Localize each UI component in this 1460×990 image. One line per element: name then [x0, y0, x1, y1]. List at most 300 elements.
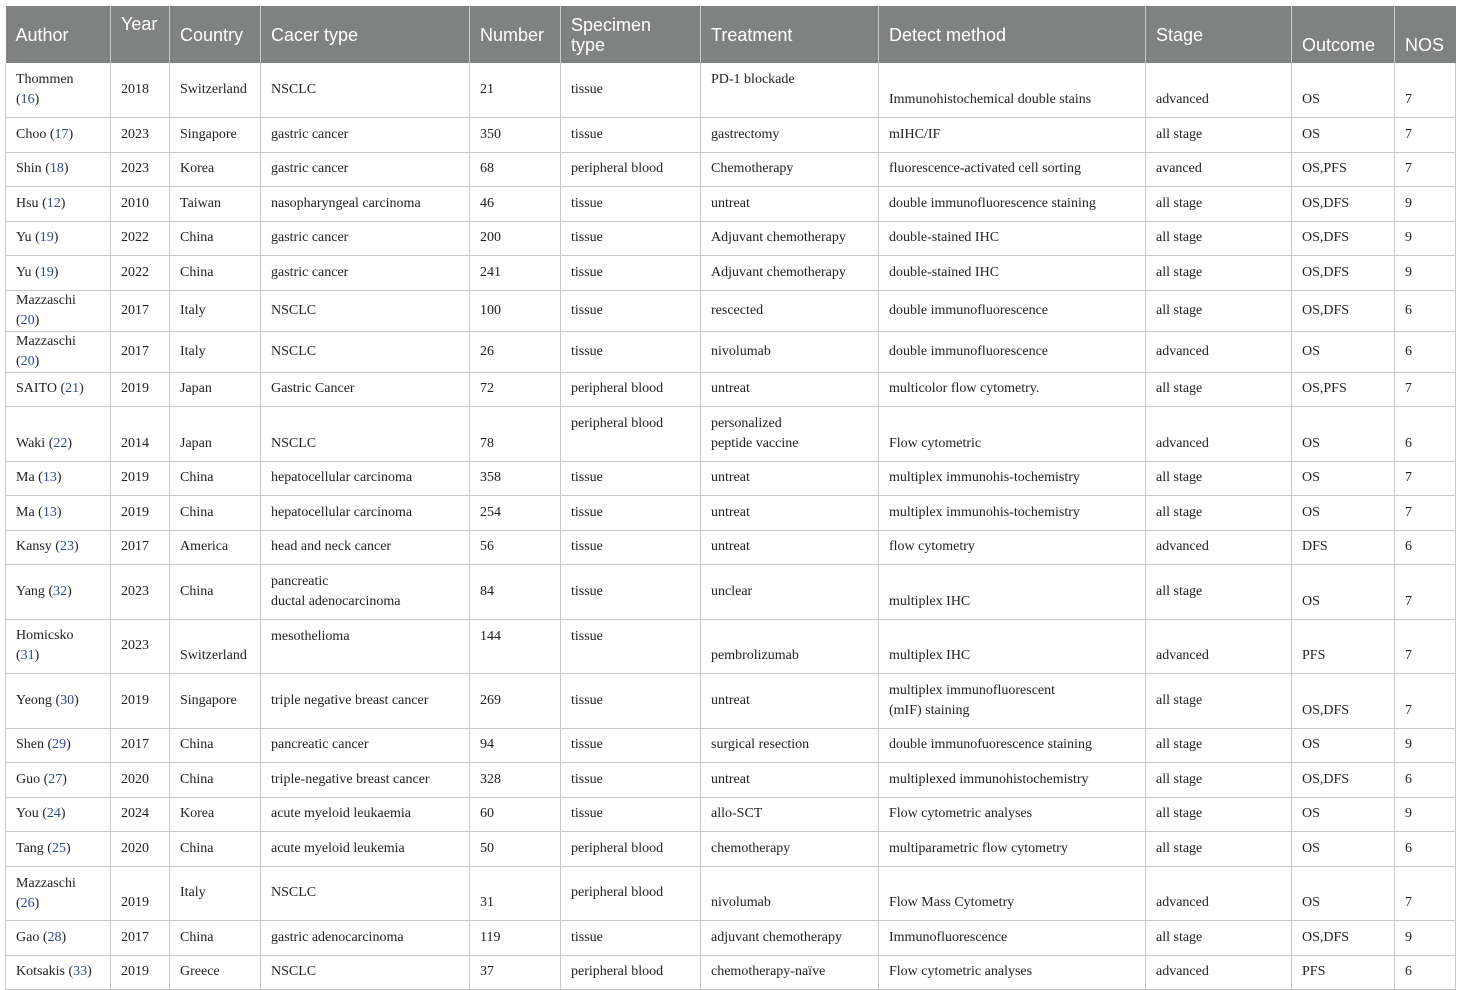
cell-number	[470, 728, 561, 763]
stage-value: all stage	[1156, 264, 1203, 280]
cell-cancer-type	[261, 256, 470, 291]
specimen-type-value: tissue	[571, 343, 603, 359]
year-value: 2022	[121, 230, 149, 246]
cell-nos	[1395, 331, 1456, 372]
reference-link[interactable]: 26	[20, 895, 35, 911]
number-value: 21	[480, 82, 494, 97]
author-name: Ma	[16, 504, 35, 520]
reference-link[interactable]: 28	[47, 929, 62, 945]
specimen-type-value: tissue	[571, 628, 603, 644]
outcome-value: OS,DFS	[1302, 230, 1350, 246]
author-name: Mazzaschi	[16, 292, 76, 308]
country-value: China	[180, 470, 214, 486]
specimen-type-value: peripheral blood	[571, 416, 664, 431]
cell-author: Tang (25)	[6, 832, 111, 867]
cell-outcome	[1292, 221, 1395, 256]
cell-country	[170, 797, 261, 832]
reference-link[interactable]: 19	[39, 230, 54, 246]
cell-nos	[1395, 921, 1456, 956]
author-name: Ma	[16, 470, 35, 486]
detect-method-value: Flow Mass Cytometry	[889, 895, 1015, 910]
cell-detect-method	[879, 496, 1146, 531]
treatment-value: Chemotherapy	[711, 161, 794, 177]
treatment-value: untreat	[711, 504, 750, 520]
author-name: Yu	[16, 230, 32, 246]
cell-detect-method	[879, 407, 1146, 462]
col-header-nos: NOS	[1395, 6, 1456, 63]
specimen-type-value: peripheral blood	[571, 964, 664, 980]
detect-method-value: double immunofuorescence staining	[889, 737, 1092, 753]
reference-link[interactable]: 22	[53, 435, 68, 451]
detect-method-value: Immunohistochemical double stains	[889, 92, 1092, 107]
cell-detect-method	[879, 331, 1146, 372]
specimen-type-value: peripheral blood	[571, 840, 664, 856]
nos-value: 6	[1405, 964, 1412, 980]
country-value: China	[180, 840, 214, 856]
cell-author: Ma (13)	[6, 496, 111, 531]
specimen-type-value: tissue	[571, 504, 603, 520]
cell-treatment	[701, 530, 879, 565]
cell-year	[111, 187, 170, 222]
cell-cancer-type	[261, 728, 470, 763]
reference-link[interactable]: 32	[53, 583, 68, 599]
detect-method-value: multiplexed immunohistochemistry	[889, 771, 1089, 787]
col-header-author: Author	[6, 6, 111, 63]
treatment-value: untreat	[711, 771, 750, 787]
stage-value: all stage	[1156, 302, 1203, 318]
outcome-value: OS	[1302, 435, 1320, 451]
nos-value: 7	[1405, 504, 1412, 520]
reference-link[interactable]: 30	[60, 692, 75, 708]
cell-stage	[1146, 152, 1292, 187]
cancer-type-value: hepatocellular carcinoma	[271, 470, 413, 486]
cell-number	[470, 461, 561, 496]
cell-nos	[1395, 619, 1456, 674]
year-value: 2014	[121, 435, 149, 451]
cancer-type-value: acute myeloid leukaemia	[271, 806, 411, 822]
cell-nos	[1395, 674, 1456, 729]
year-value: 2017	[121, 343, 149, 359]
cell-outcome	[1292, 118, 1395, 153]
year-value: 2019	[121, 470, 149, 486]
stage-value: avanced	[1156, 161, 1202, 177]
treatment-value: untreat	[711, 692, 750, 708]
country-value: China	[180, 583, 214, 599]
cell-detect-method	[879, 832, 1146, 867]
cell-author: You (24)	[6, 797, 111, 832]
cell-number	[470, 331, 561, 372]
specimen-type-value: peripheral blood	[571, 885, 664, 901]
cell-treatment	[701, 797, 879, 832]
stage-value: advanced	[1156, 343, 1209, 359]
cell-country	[170, 118, 261, 153]
cell-year	[111, 63, 170, 118]
year-value: 2010	[121, 195, 149, 211]
reference-link[interactable]: 31	[20, 648, 35, 664]
cell-detect-method	[879, 187, 1146, 222]
nos-value: 9	[1405, 195, 1412, 211]
year-value: 2019	[121, 692, 149, 708]
cell-year	[111, 496, 170, 531]
detect-method-value: double immunofluorescence	[889, 343, 1049, 359]
cell-stage	[1146, 955, 1292, 990]
author-name: Thommen	[16, 72, 74, 87]
cell-detect-method	[879, 921, 1146, 956]
reference-link[interactable]: 23	[59, 539, 74, 555]
cancer-type-value: head and neck cancer	[271, 539, 392, 555]
cell-author: Yeong (30)	[6, 674, 111, 729]
cell-treatment	[701, 152, 879, 187]
detect-method-value: multiplex immunohis-tochemistry	[889, 504, 1080, 520]
number-value: 56	[480, 539, 494, 555]
cell-cancer-type	[261, 955, 470, 990]
cell-cancer-type	[261, 461, 470, 496]
country-value: Switzerland	[180, 82, 247, 97]
reference-link[interactable]: 21	[65, 381, 80, 397]
cancer-type-value: pancreatic ductal adenocarcinoma	[271, 574, 401, 609]
cell-cancer-type	[261, 372, 470, 407]
cell-year	[111, 461, 170, 496]
outcome-value: OS	[1302, 593, 1320, 609]
number-value: 350	[480, 126, 501, 142]
cell-nos	[1395, 152, 1456, 187]
number-value: 254	[480, 504, 501, 520]
cell-stage	[1146, 187, 1292, 222]
detect-method-value: flow cytometry	[889, 539, 975, 555]
nos-value: 9	[1405, 230, 1412, 246]
cell-cancer-type	[261, 619, 470, 674]
col-header-stage: Stage	[1146, 6, 1292, 63]
cell-cancer-type	[261, 152, 470, 187]
author-name: Mazzaschi	[16, 875, 76, 891]
specimen-type-value: tissue	[571, 302, 603, 318]
cell-detect-method	[879, 256, 1146, 291]
cell-detect-method	[879, 728, 1146, 763]
nos-value: 9	[1405, 929, 1412, 945]
cell-specimen-type	[561, 256, 701, 291]
cell-detect-method	[879, 674, 1146, 729]
outcome-value: OS,DFS	[1302, 302, 1350, 318]
country-value: Singapore	[180, 692, 237, 708]
author-name: Waki	[16, 435, 46, 451]
cancer-type-value: triple negative breast cancer	[271, 692, 429, 708]
col-header-year: Year	[111, 6, 170, 63]
nos-value: 9	[1405, 806, 1412, 822]
cell-treatment	[701, 763, 879, 798]
cancer-type-value: nasopharyngeal carcinoma	[271, 195, 421, 211]
treatment-value: Adjuvant chemotherapy	[711, 264, 846, 280]
stage-value: all stage	[1156, 806, 1203, 822]
author-name: Tang	[16, 840, 44, 856]
table-row	[6, 866, 1456, 921]
detect-method-value: multiplex immunofluorescent (mIF) staining	[889, 683, 1056, 718]
cell-cancer-type	[261, 63, 470, 118]
nos-value: 9	[1405, 737, 1412, 753]
reference-link[interactable]: 24	[46, 806, 61, 822]
cell-nos	[1395, 496, 1456, 531]
cell-number	[470, 619, 561, 674]
reference-link[interactable]: 18	[49, 161, 64, 177]
col-header-outcome: Outcome	[1292, 6, 1395, 63]
outcome-value: OS	[1302, 895, 1320, 910]
cell-treatment	[701, 955, 879, 990]
cell-stage	[1146, 256, 1292, 291]
cell-country	[170, 921, 261, 956]
cell-specimen-type	[561, 832, 701, 867]
cell-cancer-type	[261, 832, 470, 867]
specimen-type-value: tissue	[571, 692, 603, 708]
reference-link[interactable]: 12	[46, 195, 61, 211]
cell-country	[170, 63, 261, 118]
cell-cancer-type	[261, 221, 470, 256]
stage-value: all stage	[1156, 692, 1203, 708]
reference-link[interactable]: 33	[73, 964, 88, 980]
cell-specimen-type	[561, 290, 701, 331]
cancer-type-value: gastric cancer	[271, 126, 349, 142]
cell-treatment	[701, 331, 879, 372]
number-value: 84	[480, 583, 494, 599]
cell-stage	[1146, 763, 1292, 798]
cell-country	[170, 461, 261, 496]
country-value: China	[180, 929, 214, 945]
reference-link[interactable]: 13	[42, 470, 57, 486]
cell-outcome	[1292, 256, 1395, 291]
treatment-value: untreat	[711, 539, 750, 555]
stage-value: all stage	[1156, 929, 1203, 945]
cell-nos	[1395, 797, 1456, 832]
table-row	[6, 461, 1456, 496]
nos-value: 6	[1405, 539, 1412, 555]
cancer-type-value: triple-negative breast cancer	[271, 771, 430, 787]
reference-link[interactable]: 27	[48, 771, 63, 787]
cell-treatment	[701, 565, 879, 620]
cell-stage	[1146, 63, 1292, 118]
detect-method-value: double immunofluorescence staining	[889, 195, 1096, 211]
detect-method-value: Flow cytometric analyses	[889, 806, 1033, 822]
cell-cancer-type	[261, 187, 470, 222]
stage-value: all stage	[1156, 230, 1203, 246]
country-value: China	[180, 230, 214, 246]
cancer-type-value: NSCLC	[271, 343, 317, 359]
reference-link[interactable]: 25	[51, 840, 66, 856]
treatment-value: chemotherapy	[711, 840, 791, 856]
cell-specimen-type	[561, 921, 701, 956]
cell-treatment	[701, 187, 879, 222]
reference-link[interactable]: 16	[20, 92, 35, 107]
cell-specimen-type	[561, 728, 701, 763]
year-value: 2023	[121, 583, 149, 599]
table-row	[6, 256, 1456, 291]
specimen-type-value: tissue	[571, 771, 603, 787]
author-name: Guo	[16, 771, 41, 787]
nos-value: 6	[1405, 435, 1412, 451]
cell-author: Shin (18)	[6, 152, 111, 187]
author-name: Shin	[16, 161, 42, 177]
detect-method-value: multiparametric flow cytometry	[889, 840, 1068, 856]
cell-specimen-type	[561, 530, 701, 565]
cell-cancer-type	[261, 565, 470, 620]
cell-treatment	[701, 290, 879, 331]
cell-cancer-type	[261, 921, 470, 956]
reference-link[interactable]: 19	[39, 264, 54, 280]
cell-detect-method	[879, 63, 1146, 118]
country-value: Singapore	[180, 126, 237, 142]
outcome-value: OS,DFS	[1302, 702, 1350, 718]
cell-number	[470, 530, 561, 565]
cell-detect-method	[879, 118, 1146, 153]
cell-treatment	[701, 63, 879, 118]
outcome-value: OS,PFS	[1302, 161, 1347, 177]
cancer-type-value: mesothelioma	[271, 628, 350, 644]
table-row	[6, 565, 1456, 620]
reference-link[interactable]: 20	[20, 353, 35, 369]
cell-nos	[1395, 187, 1456, 222]
cell-treatment	[701, 832, 879, 867]
table-row	[6, 797, 1456, 832]
cell-stage	[1146, 407, 1292, 462]
detect-method-value: double immunofluorescence	[889, 302, 1049, 318]
cell-country	[170, 674, 261, 729]
cancer-type-value: NSCLC	[271, 302, 317, 318]
stage-value: all stage	[1156, 381, 1203, 397]
stage-value: advanced	[1156, 895, 1209, 910]
cell-stage	[1146, 118, 1292, 153]
cell-year	[111, 565, 170, 620]
cell-number	[470, 152, 561, 187]
cell-treatment	[701, 921, 879, 956]
table-row	[6, 63, 1456, 118]
reference-link[interactable]: 29	[52, 737, 67, 753]
cell-outcome	[1292, 674, 1395, 729]
cell-country	[170, 372, 261, 407]
author-name: Homicsko	[16, 628, 74, 644]
cell-country	[170, 619, 261, 674]
year-value: 2017	[121, 302, 149, 318]
number-value: 200	[480, 230, 501, 246]
author-name: Mazzaschi	[16, 333, 76, 349]
cell-stage	[1146, 221, 1292, 256]
year-value: 2017	[121, 929, 149, 945]
cell-outcome	[1292, 565, 1395, 620]
outcome-value: OS,PFS	[1302, 381, 1347, 397]
detect-method-value: mIHC/IF	[889, 126, 941, 142]
cell-country	[170, 866, 261, 921]
col-header-specimen-type: Specimen type	[561, 6, 701, 63]
cell-number	[470, 63, 561, 118]
cell-year	[111, 407, 170, 462]
cell-number	[470, 290, 561, 331]
specimen-type-value: tissue	[571, 126, 603, 142]
outcome-value: OS,DFS	[1302, 771, 1350, 787]
cell-year	[111, 372, 170, 407]
year-value: 2023	[121, 638, 149, 654]
cell-nos	[1395, 290, 1456, 331]
cell-outcome	[1292, 372, 1395, 407]
detect-method-value: Immunofluorescence	[889, 929, 1008, 945]
reference-link[interactable]: 13	[42, 504, 57, 520]
cell-author: Hsu (12)	[6, 187, 111, 222]
stage-value: advanced	[1156, 539, 1209, 555]
cell-detect-method	[879, 372, 1146, 407]
cell-stage	[1146, 530, 1292, 565]
cell-nos	[1395, 221, 1456, 256]
cell-nos	[1395, 372, 1456, 407]
cancer-type-value: NSCLC	[271, 964, 317, 980]
treatment-value: untreat	[711, 195, 750, 211]
cell-specimen-type	[561, 674, 701, 729]
nos-value: 7	[1405, 593, 1412, 609]
cell-outcome	[1292, 152, 1395, 187]
cell-number	[470, 955, 561, 990]
reference-link[interactable]: 17	[54, 126, 69, 142]
author-name: Choo	[16, 126, 47, 142]
cell-treatment	[701, 496, 879, 531]
year-value: 2019	[121, 504, 149, 520]
cell-outcome	[1292, 921, 1395, 956]
cancer-type-value: gastric cancer	[271, 264, 349, 280]
table-row	[6, 921, 1456, 956]
country-value: Japan	[180, 381, 212, 397]
specimen-type-value: tissue	[571, 539, 603, 555]
country-value: Italy	[180, 885, 206, 901]
cancer-type-value: NSCLC	[271, 885, 317, 901]
year-value: 2024	[121, 806, 149, 822]
cell-author: Kotsakis (33)	[6, 955, 111, 990]
number-value: 31	[480, 895, 494, 910]
cell-year	[111, 221, 170, 256]
cell-cancer-type	[261, 797, 470, 832]
table-row	[6, 187, 1456, 222]
cell-cancer-type	[261, 674, 470, 729]
cell-author: Ma (13)	[6, 461, 111, 496]
cell-detect-method	[879, 866, 1146, 921]
cell-outcome	[1292, 728, 1395, 763]
number-value: 100	[480, 302, 501, 318]
detect-method-value: double-stained IHC	[889, 230, 1000, 246]
reference-link[interactable]: 20	[20, 312, 35, 328]
cell-nos	[1395, 256, 1456, 291]
cell-specimen-type	[561, 461, 701, 496]
cell-nos	[1395, 866, 1456, 921]
number-value: 328	[480, 771, 501, 787]
country-value: Italy	[180, 302, 206, 318]
cell-author: Waki (22)	[6, 407, 111, 462]
table-row	[6, 290, 1456, 331]
cell-country	[170, 955, 261, 990]
number-value: 26	[480, 343, 494, 359]
cell-outcome	[1292, 955, 1395, 990]
cell-outcome	[1292, 63, 1395, 118]
cell-specimen-type	[561, 619, 701, 674]
table-row	[6, 728, 1456, 763]
treatment-value: chemotherapy-naïve	[711, 964, 826, 980]
treatment-value: adjuvant chemotherapy	[711, 929, 843, 945]
author-name: Yeong	[16, 692, 52, 708]
outcome-value: OS	[1302, 470, 1320, 486]
author-name: Hsu	[16, 195, 39, 211]
cell-stage	[1146, 290, 1292, 331]
table-row	[6, 372, 1456, 407]
cell-stage	[1146, 461, 1292, 496]
treatment-value: gastrectomy	[711, 126, 780, 142]
treatment-value: surgical resection	[711, 737, 810, 753]
cell-number	[470, 187, 561, 222]
cell-specimen-type	[561, 331, 701, 372]
cell-detect-method	[879, 290, 1146, 331]
number-value: 144	[480, 628, 501, 644]
cell-number	[470, 921, 561, 956]
cell-specimen-type	[561, 955, 701, 990]
